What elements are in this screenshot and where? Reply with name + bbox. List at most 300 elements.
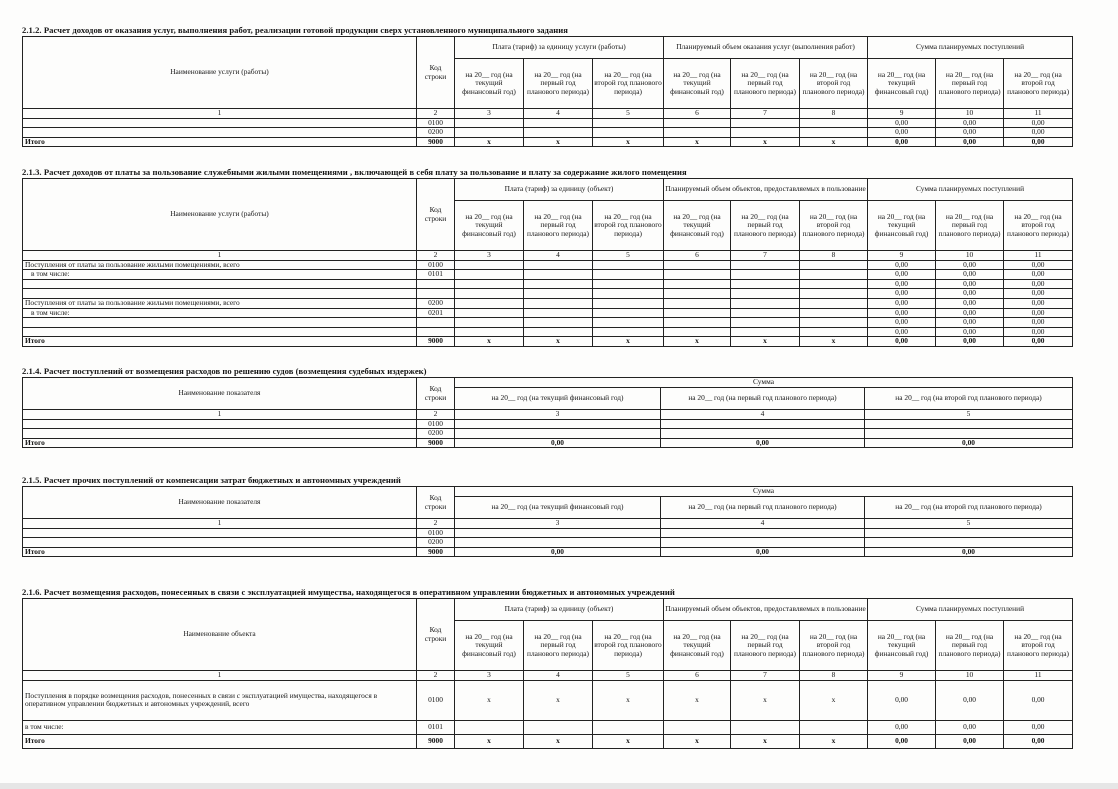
table-2-1-5 bbox=[22, 486, 1073, 557]
column-numbers-row bbox=[23, 109, 1073, 119]
cell-value: 0,00 bbox=[936, 260, 1004, 270]
cell-value bbox=[455, 720, 524, 734]
row-name: Итого bbox=[23, 137, 417, 147]
group-header: Сумма планируемых поступлений bbox=[868, 599, 1073, 621]
cell-value: x bbox=[593, 680, 664, 720]
year-header: на 20__ год (на первый год планового периода) bbox=[524, 201, 593, 251]
table-row bbox=[23, 429, 1073, 439]
cell-value: 0,00 bbox=[1004, 289, 1073, 299]
cell-value bbox=[524, 318, 593, 328]
row-name: Итого bbox=[23, 337, 417, 347]
year-header: на 20__ год (на первый год планового периода) bbox=[661, 388, 865, 410]
cell-value bbox=[800, 260, 868, 270]
col-num: 4 bbox=[524, 671, 593, 681]
cell-value: x bbox=[593, 137, 664, 147]
cell-value: x bbox=[455, 137, 524, 147]
cell-value: 0,00 bbox=[1004, 279, 1073, 289]
col-num: 7 bbox=[731, 251, 800, 261]
row-code bbox=[417, 318, 455, 328]
cell-value: 0,00 bbox=[936, 720, 1004, 734]
col-num: 11 bbox=[1004, 671, 1073, 681]
column-numbers-row bbox=[23, 251, 1073, 261]
col-num: 2 bbox=[417, 671, 455, 681]
cell-value: 0,00 bbox=[1004, 337, 1073, 347]
cell-value: 0,00 bbox=[936, 680, 1004, 720]
col-num: 11 bbox=[1004, 109, 1073, 119]
cell-value bbox=[800, 327, 868, 337]
sum-header: Сумма bbox=[455, 487, 1073, 497]
row-code: 9000 bbox=[417, 137, 455, 147]
year-header: на 20__ год (на первый год планового периода) bbox=[731, 621, 800, 671]
col-num: 8 bbox=[800, 671, 868, 681]
cell-value bbox=[664, 128, 731, 138]
row-code: 9000 bbox=[417, 547, 455, 557]
cell-value bbox=[731, 720, 800, 734]
cell-value: 0,00 bbox=[936, 734, 1004, 748]
cell-value bbox=[593, 270, 664, 280]
cell-value: 0,00 bbox=[1004, 137, 1073, 147]
section-title: 2.1.4. Расчет поступлений от возмещения расходов по решению судов (возмещения судебных издержек) bbox=[22, 366, 427, 376]
col-num: 4 bbox=[661, 410, 865, 420]
table-row bbox=[23, 419, 1073, 429]
cell-value bbox=[865, 429, 1073, 439]
year-header: на 20__ год (на первый год планового периода) bbox=[524, 59, 593, 109]
row-name bbox=[23, 419, 417, 429]
row-name bbox=[23, 289, 417, 299]
table-row bbox=[23, 438, 1073, 448]
cell-value bbox=[455, 429, 661, 439]
cell-value bbox=[593, 298, 664, 308]
row-code: 0200 bbox=[417, 128, 455, 138]
row-code: 0100 bbox=[417, 680, 455, 720]
row-name: в том числе: bbox=[23, 720, 417, 734]
col-num: 9 bbox=[868, 251, 936, 261]
table-row bbox=[23, 538, 1073, 548]
row-code: 0100 bbox=[417, 528, 455, 538]
cell-value bbox=[524, 720, 593, 734]
cell-value: 0,00 bbox=[1004, 318, 1073, 328]
cell-value bbox=[455, 289, 524, 299]
cell-value bbox=[593, 308, 664, 318]
cell-value: 0,00 bbox=[868, 720, 936, 734]
cell-value: 0,00 bbox=[1004, 298, 1073, 308]
year-header: на 20__ год (на текущий финансовый год) bbox=[455, 388, 661, 410]
cell-value: 0,00 bbox=[936, 118, 1004, 128]
table-row bbox=[23, 137, 1073, 147]
cell-value: x bbox=[664, 337, 731, 347]
year-header: на 20__ год (на второй год планового периода) bbox=[865, 497, 1073, 519]
cell-value: 0,00 bbox=[661, 438, 865, 448]
year-header: на 20__ год (на текущий финансовый год) bbox=[455, 621, 524, 671]
row-name: Итого bbox=[23, 547, 417, 557]
row-code bbox=[417, 279, 455, 289]
cell-value bbox=[800, 279, 868, 289]
cell-value: 0,00 bbox=[936, 308, 1004, 318]
table-row bbox=[23, 734, 1073, 748]
row-code: 0101 bbox=[417, 720, 455, 734]
cell-value bbox=[664, 327, 731, 337]
cell-value: 0,00 bbox=[936, 337, 1004, 347]
cell-value bbox=[664, 298, 731, 308]
cell-value: x bbox=[455, 734, 524, 748]
cell-value: 0,00 bbox=[936, 298, 1004, 308]
cell-value: x bbox=[664, 680, 731, 720]
col-num: 3 bbox=[455, 410, 661, 420]
cell-value: 0,00 bbox=[865, 438, 1073, 448]
cell-value: 0,00 bbox=[868, 279, 936, 289]
col-num: 6 bbox=[664, 671, 731, 681]
col-num: 3 bbox=[455, 251, 524, 261]
cell-value bbox=[661, 528, 865, 538]
cell-value bbox=[455, 279, 524, 289]
cell-value: x bbox=[731, 734, 800, 748]
year-header: на 20__ год (на текущий финансовый год) bbox=[455, 497, 661, 519]
col-num: 4 bbox=[524, 109, 593, 119]
cell-value: x bbox=[455, 337, 524, 347]
table-row bbox=[23, 337, 1073, 347]
cell-value: 0,00 bbox=[868, 260, 936, 270]
cell-value bbox=[731, 270, 800, 280]
cell-value: 0,00 bbox=[868, 327, 936, 337]
cell-value: 0,00 bbox=[1004, 260, 1073, 270]
row-name bbox=[23, 429, 417, 439]
group-header: Плата (тариф) за единицу (объект) bbox=[455, 179, 664, 201]
cell-value: 0,00 bbox=[868, 137, 936, 147]
cell-value bbox=[524, 327, 593, 337]
cell-value: x bbox=[524, 137, 593, 147]
cell-value: x bbox=[455, 680, 524, 720]
cell-value: 0,00 bbox=[868, 318, 936, 328]
col-num: 7 bbox=[731, 109, 800, 119]
cell-value: x bbox=[593, 734, 664, 748]
cell-value bbox=[455, 260, 524, 270]
table-row bbox=[23, 270, 1073, 280]
cell-value bbox=[731, 279, 800, 289]
cell-value bbox=[800, 289, 868, 299]
cell-value: x bbox=[800, 680, 868, 720]
cell-value: 0,00 bbox=[868, 308, 936, 318]
col-num: 9 bbox=[868, 109, 936, 119]
cell-value bbox=[455, 298, 524, 308]
cell-value bbox=[664, 720, 731, 734]
row-code: 9000 bbox=[417, 337, 455, 347]
year-header: на 20__ год (на первый год планового периода) bbox=[936, 59, 1004, 109]
cell-value bbox=[731, 318, 800, 328]
cell-value bbox=[524, 128, 593, 138]
cell-value: 0,00 bbox=[936, 279, 1004, 289]
cell-value bbox=[865, 528, 1073, 538]
col-num: 3 bbox=[455, 109, 524, 119]
table-row bbox=[23, 298, 1073, 308]
table-2-1-6 bbox=[22, 598, 1073, 749]
year-header: на 20__ год (на второй год планового периода) bbox=[593, 201, 664, 251]
cell-value: 0,00 bbox=[455, 438, 661, 448]
cell-value bbox=[731, 260, 800, 270]
group-header: Плата (тариф) за единицу услуги (работы) bbox=[455, 37, 664, 59]
table-2-1-4 bbox=[22, 377, 1073, 448]
cell-value bbox=[455, 419, 661, 429]
cell-value bbox=[800, 270, 868, 280]
code-header: Код строки bbox=[417, 378, 455, 410]
section-title: 2.1.2. Расчет доходов от оказания услуг, выполнения работ, реализации готовой продукции сверх установленного муниципального задания bbox=[22, 25, 569, 35]
row-code: 0100 bbox=[417, 419, 455, 429]
cell-value bbox=[731, 118, 800, 128]
year-header: на 20__ год (на текущий финансовый год) bbox=[664, 59, 731, 109]
col-num: 8 bbox=[800, 251, 868, 261]
cell-value: 0,00 bbox=[1004, 128, 1073, 138]
year-header: на 20__ год (на первый год планового периода) bbox=[731, 201, 800, 251]
col-num: 6 bbox=[664, 251, 731, 261]
year-header: на 20__ год (на текущий финансовый год) bbox=[664, 201, 731, 251]
year-header: на 20__ год (на первый год планового периода) bbox=[731, 59, 800, 109]
column-numbers-row bbox=[23, 519, 1073, 529]
col-num: 5 bbox=[865, 410, 1073, 420]
name-header: Наименование объекта bbox=[23, 599, 417, 671]
cell-value: x bbox=[524, 337, 593, 347]
cell-value bbox=[455, 327, 524, 337]
cell-value bbox=[731, 298, 800, 308]
section-2-1-2 bbox=[22, 25, 1072, 147]
cell-value: 0,00 bbox=[868, 734, 936, 748]
row-code: 0201 bbox=[417, 308, 455, 318]
year-header: на 20__ год (на второй год планового периода) bbox=[593, 621, 664, 671]
code-header: Код строки bbox=[417, 599, 455, 671]
cell-value bbox=[593, 128, 664, 138]
cell-value: 0,00 bbox=[1004, 734, 1073, 748]
cell-value: x bbox=[800, 337, 868, 347]
cell-value: x bbox=[524, 680, 593, 720]
cell-value bbox=[800, 128, 868, 138]
name-header: Наименование услуги (работы) bbox=[23, 37, 417, 109]
cell-value: x bbox=[731, 137, 800, 147]
cell-value bbox=[800, 318, 868, 328]
cell-value: 0,00 bbox=[865, 547, 1073, 557]
row-code: 0200 bbox=[417, 429, 455, 439]
row-name bbox=[23, 318, 417, 328]
cell-value bbox=[524, 298, 593, 308]
cell-value bbox=[593, 289, 664, 299]
col-num: 1 bbox=[23, 519, 417, 529]
cell-value bbox=[664, 289, 731, 299]
col-num: 10 bbox=[936, 109, 1004, 119]
cell-value bbox=[455, 528, 661, 538]
cell-value bbox=[661, 429, 865, 439]
cell-value bbox=[664, 318, 731, 328]
cell-value bbox=[800, 298, 868, 308]
row-code bbox=[417, 327, 455, 337]
column-numbers-row bbox=[23, 671, 1073, 681]
row-name: Поступления от платы за пользование жилыми помещениями, всего bbox=[23, 260, 417, 270]
cell-value: x bbox=[524, 734, 593, 748]
row-name: Поступления от платы за пользование жилыми помещениями, всего bbox=[23, 298, 417, 308]
cell-value bbox=[455, 128, 524, 138]
year-header: на 20__ год (на второй год планового периода) bbox=[593, 59, 664, 109]
cell-value bbox=[664, 270, 731, 280]
col-num: 8 bbox=[800, 109, 868, 119]
cell-value: 0,00 bbox=[936, 137, 1004, 147]
row-name bbox=[23, 118, 417, 128]
group-header: Планируемый объем оказания услуг (выполнения работ) bbox=[664, 37, 868, 59]
row-code: 0100 bbox=[417, 118, 455, 128]
cell-value bbox=[731, 327, 800, 337]
row-name bbox=[23, 538, 417, 548]
row-name bbox=[23, 528, 417, 538]
col-num: 6 bbox=[664, 109, 731, 119]
table-row bbox=[23, 128, 1073, 138]
col-num: 5 bbox=[865, 519, 1073, 529]
table-body bbox=[23, 260, 1073, 346]
row-name bbox=[23, 327, 417, 337]
cell-value bbox=[731, 289, 800, 299]
table-body bbox=[23, 419, 1073, 448]
cell-value bbox=[524, 260, 593, 270]
cell-value: 0,00 bbox=[936, 270, 1004, 280]
col-num: 7 bbox=[731, 671, 800, 681]
cell-value bbox=[800, 118, 868, 128]
col-num: 5 bbox=[593, 671, 664, 681]
cell-value bbox=[593, 318, 664, 328]
table-row bbox=[23, 318, 1073, 328]
cell-value: 0,00 bbox=[455, 547, 661, 557]
col-num: 1 bbox=[23, 109, 417, 119]
section-2-1-3 bbox=[22, 167, 1072, 347]
cell-value: x bbox=[593, 337, 664, 347]
cell-value bbox=[524, 279, 593, 289]
table-row bbox=[23, 289, 1073, 299]
row-code: 0101 bbox=[417, 270, 455, 280]
section-title: 2.1.3. Расчет доходов от платы за пользование служебными жилыми помещениями , включающей в себя плату за пользование и плату за содержание жилого помещения bbox=[22, 167, 687, 177]
code-header: Код строки bbox=[417, 179, 455, 251]
cell-value: x bbox=[800, 137, 868, 147]
year-header: на 20__ год (на текущий финансовый год) bbox=[868, 59, 936, 109]
cell-value: 0,00 bbox=[868, 128, 936, 138]
table-body bbox=[23, 528, 1073, 557]
cell-value: 0,00 bbox=[868, 298, 936, 308]
col-num: 4 bbox=[524, 251, 593, 261]
cell-value: 0,00 bbox=[868, 680, 936, 720]
row-name bbox=[23, 128, 417, 138]
cell-value: 0,00 bbox=[1004, 720, 1073, 734]
col-num: 11 bbox=[1004, 251, 1073, 261]
table-2-1-3 bbox=[22, 178, 1073, 347]
col-num: 10 bbox=[936, 251, 1004, 261]
year-header: на 20__ год (на первый год планового периода) bbox=[524, 621, 593, 671]
col-num: 1 bbox=[23, 410, 417, 420]
col-num: 1 bbox=[23, 671, 417, 681]
group-header: Сумма планируемых поступлений bbox=[868, 179, 1073, 201]
cell-value: 0,00 bbox=[1004, 270, 1073, 280]
table-row bbox=[23, 118, 1073, 128]
row-name: Итого bbox=[23, 438, 417, 448]
section-title: 2.1.6. Расчет возмещения расходов, понесенных в связи с эксплуатацией имущества, находящегося в оперативном управлении бюджетных и автономных учреждений bbox=[22, 587, 675, 597]
section-2-1-4 bbox=[22, 366, 1072, 448]
cell-value: x bbox=[800, 734, 868, 748]
cell-value: 0,00 bbox=[661, 547, 865, 557]
table-row bbox=[23, 680, 1073, 720]
cell-value: x bbox=[664, 137, 731, 147]
cell-value bbox=[593, 327, 664, 337]
column-numbers-row bbox=[23, 410, 1073, 420]
cell-value: x bbox=[731, 680, 800, 720]
col-num: 1 bbox=[23, 251, 417, 261]
cell-value bbox=[524, 289, 593, 299]
cell-value bbox=[455, 318, 524, 328]
table-row bbox=[23, 327, 1073, 337]
group-header: Планируемый объем объектов, предоставляемых в пользование bbox=[664, 179, 868, 201]
cell-value bbox=[593, 260, 664, 270]
cell-value bbox=[731, 128, 800, 138]
cell-value bbox=[731, 308, 800, 318]
row-name: Поступления в порядке возмещения расходов, понесенных в связи с эксплуатацией имущества, находящегося в оперативном управлении бюджетных и автономных учреждений, всего bbox=[23, 680, 417, 720]
table-row bbox=[23, 547, 1073, 557]
cell-value: 0,00 bbox=[868, 270, 936, 280]
cell-value bbox=[455, 538, 661, 548]
col-num: 3 bbox=[455, 519, 661, 529]
cell-value bbox=[524, 118, 593, 128]
col-num: 2 bbox=[417, 410, 455, 420]
year-header: на 20__ год (на второй год планового периода) bbox=[865, 388, 1073, 410]
table-body bbox=[23, 118, 1073, 147]
col-num: 10 bbox=[936, 671, 1004, 681]
cell-value bbox=[664, 308, 731, 318]
cell-value: 0,00 bbox=[936, 318, 1004, 328]
cell-value bbox=[524, 270, 593, 280]
cell-value bbox=[865, 538, 1073, 548]
cell-value bbox=[593, 118, 664, 128]
cell-value bbox=[800, 720, 868, 734]
col-num: 5 bbox=[593, 251, 664, 261]
cell-value bbox=[664, 279, 731, 289]
row-name bbox=[23, 279, 417, 289]
section-2-1-5 bbox=[22, 475, 1072, 557]
cell-value bbox=[664, 260, 731, 270]
group-header: Плата (тариф) за единицу (объект) bbox=[455, 599, 664, 621]
year-header: на 20__ год (на текущий финансовый год) bbox=[455, 201, 524, 251]
row-name: в том числе: bbox=[23, 308, 417, 318]
row-code: 9000 bbox=[417, 438, 455, 448]
year-header: на 20__ год (на второй год планового периода) bbox=[800, 201, 868, 251]
year-header: на 20__ год (на текущий финансовый год) bbox=[868, 621, 936, 671]
cell-value bbox=[455, 308, 524, 318]
col-num: 2 bbox=[417, 519, 455, 529]
col-num: 2 bbox=[417, 109, 455, 119]
cell-value bbox=[800, 308, 868, 318]
col-num: 3 bbox=[455, 671, 524, 681]
cell-value: 0,00 bbox=[1004, 308, 1073, 318]
code-header: Код строки bbox=[417, 487, 455, 519]
row-code: 0200 bbox=[417, 538, 455, 548]
cell-value: 0,00 bbox=[936, 128, 1004, 138]
row-code: 0200 bbox=[417, 298, 455, 308]
year-header: на 20__ год (на второй год планового периода) bbox=[1004, 59, 1073, 109]
cell-value bbox=[865, 419, 1073, 429]
sum-header: Сумма bbox=[455, 378, 1073, 388]
col-num: 2 bbox=[417, 251, 455, 261]
name-header: Наименование услуги (работы) bbox=[23, 179, 417, 251]
year-header: на 20__ год (на второй год планового периода) bbox=[800, 59, 868, 109]
section-2-1-6 bbox=[22, 587, 1072, 749]
cell-value: 0,00 bbox=[1004, 680, 1073, 720]
year-header: на 20__ год (на первый год планового периода) bbox=[936, 201, 1004, 251]
year-header: на 20__ год (на текущий финансовый год) bbox=[455, 59, 524, 109]
year-header: на 20__ год (на второй год планового периода) bbox=[1004, 621, 1073, 671]
year-header: на 20__ год (на текущий финансовый год) bbox=[664, 621, 731, 671]
year-header: на 20__ год (на второй год планового периода) bbox=[800, 621, 868, 671]
year-header: на 20__ год (на первый год планового периода) bbox=[661, 497, 865, 519]
col-num: 5 bbox=[593, 109, 664, 119]
year-header: на 20__ год (на первый год планового периода) bbox=[936, 621, 1004, 671]
cell-value: 0,00 bbox=[868, 118, 936, 128]
